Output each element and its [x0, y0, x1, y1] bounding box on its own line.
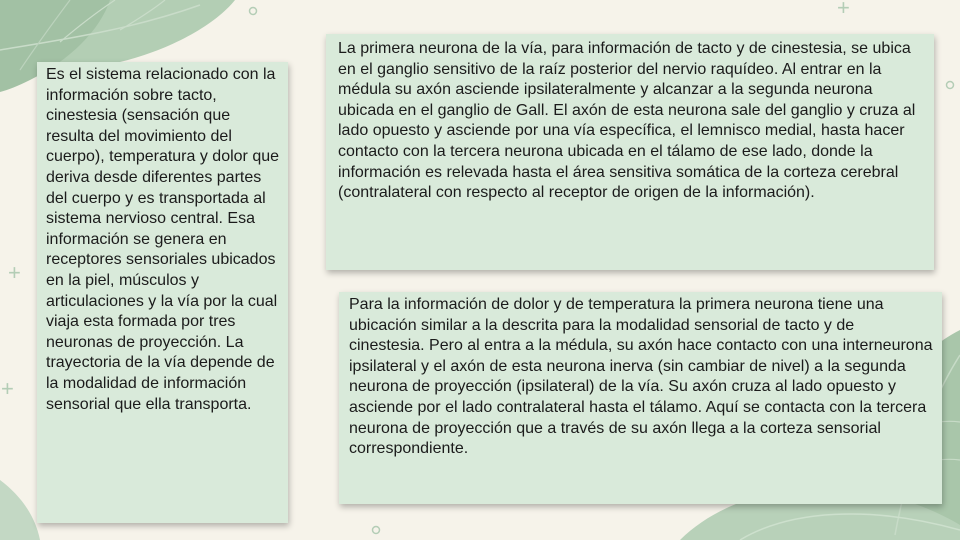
top-text-box	[326, 34, 934, 270]
top-box-text: La primera neurona de la vía, para información de tacto y de cinestesia, se ubica en el ganglio sensitivo de la raíz posterior del nervio raquídeo. Al entrar en la médula su axón asciende ipsilateralmente y alcanzar a la segunda neurona ubicada en el ganglio de Gall. El axón de esta neurona sale del ganglio y cruza al lado opuesto y asciende por una vía específica, el lemnisco medial, hasta hacer contacto con la tercera neurona ubicada en el tálamo de ese lado, donde la información es relevada hasta el área sensitiva somática de la corteza cerebral (contralateral con respecto al receptor de origen de la información).	[338, 40, 916, 202]
circle-decoration-right	[945, 80, 955, 90]
plus-decoration-top: +	[837, 0, 850, 20]
circle-decoration-bottom	[371, 525, 381, 535]
plus-decoration-left-lower: +	[1, 376, 14, 401]
left-text-box	[37, 62, 288, 523]
circle-decoration-top	[248, 6, 258, 16]
plus-decoration-left: +	[8, 260, 21, 285]
bottom-box-text: Para la información de dolor y de temperatura la primera neurona tiene una ubicación similar a la descrita para la modalidad sensorial de tacto y de cinestesia. Pero al entra a la médula, su axón hace contacto con una interneurona ipsilateral y el axón de esta neurona inerva (sin cambiar de nivel) a la segunda neurona de proyección (ipsilateral) de la vía. Su axón cruza al lado opuesto y asciende por el lado contralateral hasta el tálamo. Aquí se contacta con la tercera neurona de proyección que a través de su axón llega a la corteza sensorial correspondiente.	[349, 296, 933, 458]
left-box-text: Es el sistema relacionado con la información sobre tacto, cinestesia (sensación que resulta del movimiento del cuerpo), temperatura y dolor que deriva desde diferentes partes del cuerpo y es transportada al sistema nervioso central. Esa información se genera en receptores sensoriales ubicados en la piel, músculos y articulaciones y la vía por la cual viaja esta formada por tres neuronas de proyección. La trayectoria de la vía depende de la modalidad de información sensorial que ella transporta.	[46, 66, 280, 413]
bottom-text-box	[339, 292, 942, 504]
